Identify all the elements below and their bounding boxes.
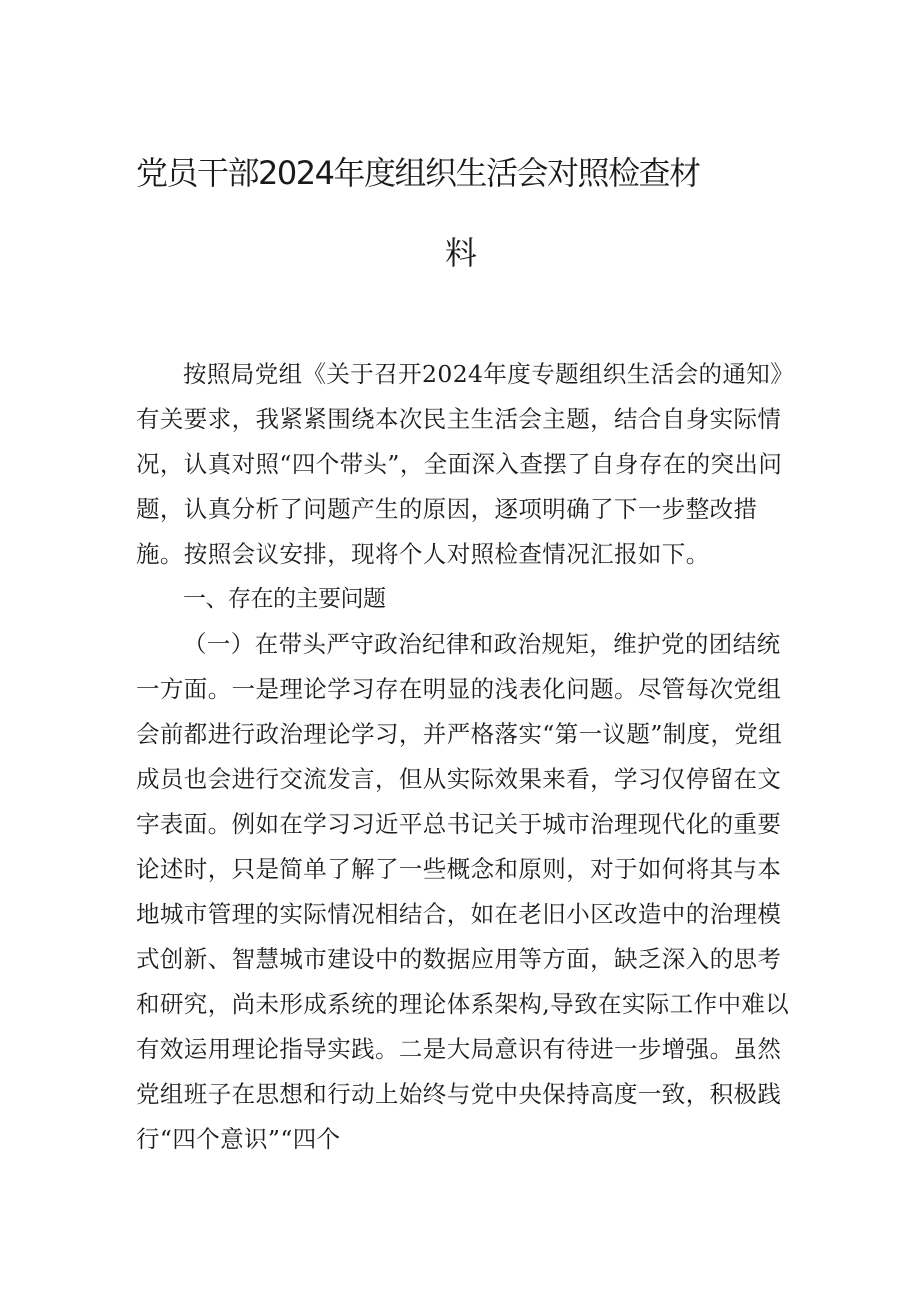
document-title-line1: 党员干部2024年度组织生活会对照检查材: [136, 154, 700, 192]
section-paragraph: （一）在带头严守政治纪律和政治规矩，维护党的团结统一方面。一是理论学习存在明显的浅表化问题。尽管每次党组会前都进行政治理论学习，并严格落实“第一议题”制度，党组成员也会进行交流发言，但从实际效果来看，学习仅停留在文字表面。例如在学习习近平总书记关于城市治理现代化的重要论述时，只是简单了解了一些概念和原则，对于如何将其与本地城市管理的实际情况相结合，如在老旧小区改造中的治理模式创新、智慧城市建设中的数据应用等方面，缺乏深入的思考和研究，尚未形成系统的理论体系架构,导致在实际工作中难以有效运用理论指导实践。二是大局意识有待进一步增强。虽然党组班子在思想和行动上始终与党中央保持高度一致，积极践行“四个意识”“四个: [136, 630, 790, 1153]
document-title-line2: 料: [445, 234, 476, 272]
intro-paragraph: 按照局党组《关于召开2024年度专题组织生活会的通知》有关要求，我紧紧围绕本次民主生活会主题，结合自身实际情况，认真对照“四个带头”，全面深入查摆了自身存在的突出问题，认真分析了问题产生的原因，逐项明确了下一步整改措施。按照会议安排，现将个人对照检查情况汇报如下。: [136, 360, 795, 568]
section-heading: 一、存在的主要问题: [183, 586, 386, 612]
document-body: [136, 352, 796, 1162]
